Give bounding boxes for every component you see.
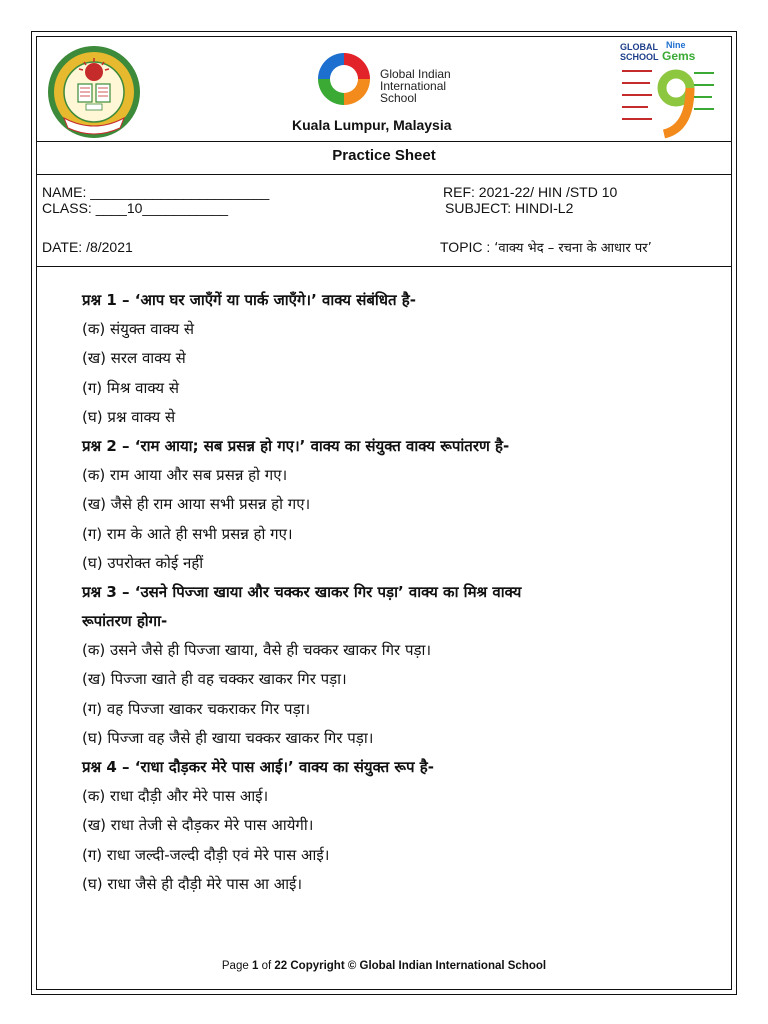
question-3-line-2: रूपांतरण होगा- — [82, 612, 168, 631]
footer-total-pages: 22 — [274, 960, 288, 972]
subject-field: SUBJECT: HINDI-L2 — [445, 200, 574, 216]
class-field: CLASS: ____10___________ — [42, 200, 229, 216]
school-logo-icon — [312, 47, 376, 111]
option-2-gha: (घ) उपरोक्त कोई नहीं — [82, 553, 204, 572]
option-4-ka: (क) राधा दौड़ी और मेरे पास आई। — [82, 787, 269, 806]
question-4: प्रश्न 4 – ‘राधा दौड़कर मेरे पास आई।’ वाक्य का संयुक्त रूप है- — [82, 758, 434, 776]
nine-gems-logo-icon — [618, 38, 716, 140]
ref-field: REF: 2021-22/ HIN /STD 10 — [443, 184, 618, 200]
footer-of-word: of — [261, 960, 272, 972]
footer-page-number: 1 — [251, 960, 259, 972]
option-4-gha: (घ) राधा जैसे ही दौड़ी मेरे पास आ आई। — [82, 874, 303, 893]
question-2: प्रश्न 2 – ‘राम आया; सब प्रसन्न हो गए।’ वाक्य का संयुक्त वाक्य रूपांतरण है- — [82, 436, 510, 455]
cbse-logo-icon — [46, 44, 142, 140]
topic-value: ‘वाक्य भेद – रचना के आधार पर’ — [494, 241, 652, 256]
footer-page-word: Page — [221, 960, 249, 972]
school-name-line-2: International — [380, 79, 447, 93]
question-list — [82, 286, 682, 899]
school-name-line-1: Global Indian — [380, 67, 451, 81]
topic-label: TOPIC : — [440, 239, 491, 255]
topic-field — [440, 240, 652, 256]
option-2-kha: (ख) जैसे ही राम आया सभी प्रसन्न हो गए। — [82, 495, 311, 514]
option-3-gha: (घ) पिज्जा वह जैसे ही खाया चक्कर खाकर गिर पड़ा। — [82, 728, 374, 747]
school-name-line-3: School — [380, 91, 417, 105]
question-3-line-1: प्रश्न 3 – ‘उसने पिज्जा खाया और चक्कर खाकर गिर पड़ा’ वाक्य का मिश्र वाक्य — [82, 582, 522, 601]
question-1: प्रश्न 1 – ‘आप घर जाएँगें या पार्क जाएँगे।’ वाक्य संबंधित है- — [82, 291, 416, 309]
header-divider — [36, 141, 732, 142]
svg-text:GLOBAL: GLOBAL — [620, 42, 658, 52]
date-field: DATE: /8/2021 — [42, 239, 133, 255]
svg-text:SCHOOL: SCHOOL — [620, 52, 659, 62]
option-3-ka: (क) उसने जैसे ही पिज्जा खाया, वैसे ही चक्कर खाकर गिर पड़ा। — [82, 641, 432, 660]
school-name — [380, 68, 500, 104]
meta-divider — [36, 266, 732, 267]
option-2-ga: (ग) राम के आते ही सभी प्रसन्न हो गए। — [82, 524, 293, 543]
page-footer — [0, 960, 768, 972]
svg-text:Gems: Gems — [662, 49, 696, 63]
sheet-title: Practice Sheet — [332, 147, 436, 164]
name-field: NAME: _______________________ — [42, 184, 270, 200]
option-3-kha: (ख) पिज्जा खाते ही वह चक्कर खाकर गिर पड़ा। — [82, 670, 347, 689]
title-divider — [36, 174, 732, 175]
option-4-kha: (ख) राधा तेजी से दौड़कर मेरे पास आयेगी। — [82, 816, 314, 835]
option-1-ga: (ग) मिश्र वाक्य से — [82, 378, 180, 397]
option-1-kha: (ख) सरल वाक्य से — [82, 349, 186, 368]
footer-copyright: Copyright © Global Indian International School — [290, 960, 547, 972]
option-4-ga: (ग) राधा जल्दी-जल्दी दौड़ी एवं मेरे पास आई। — [82, 845, 330, 864]
option-1-gha: (घ) प्रश्न वाक्य से — [82, 407, 176, 426]
option-2-ka: (क) राम आया और सब प्रसन्न हो गए। — [82, 466, 288, 485]
option-1-ka: (क) संयुक्त वाक्य से — [82, 320, 195, 339]
svg-text:Nine: Nine — [666, 40, 686, 50]
option-3-ga: (ग) वह पिज्जा खाकर चकराकर गिर पड़ा। — [82, 699, 311, 718]
school-city: Kuala Lumpur, Malaysia — [292, 117, 452, 133]
